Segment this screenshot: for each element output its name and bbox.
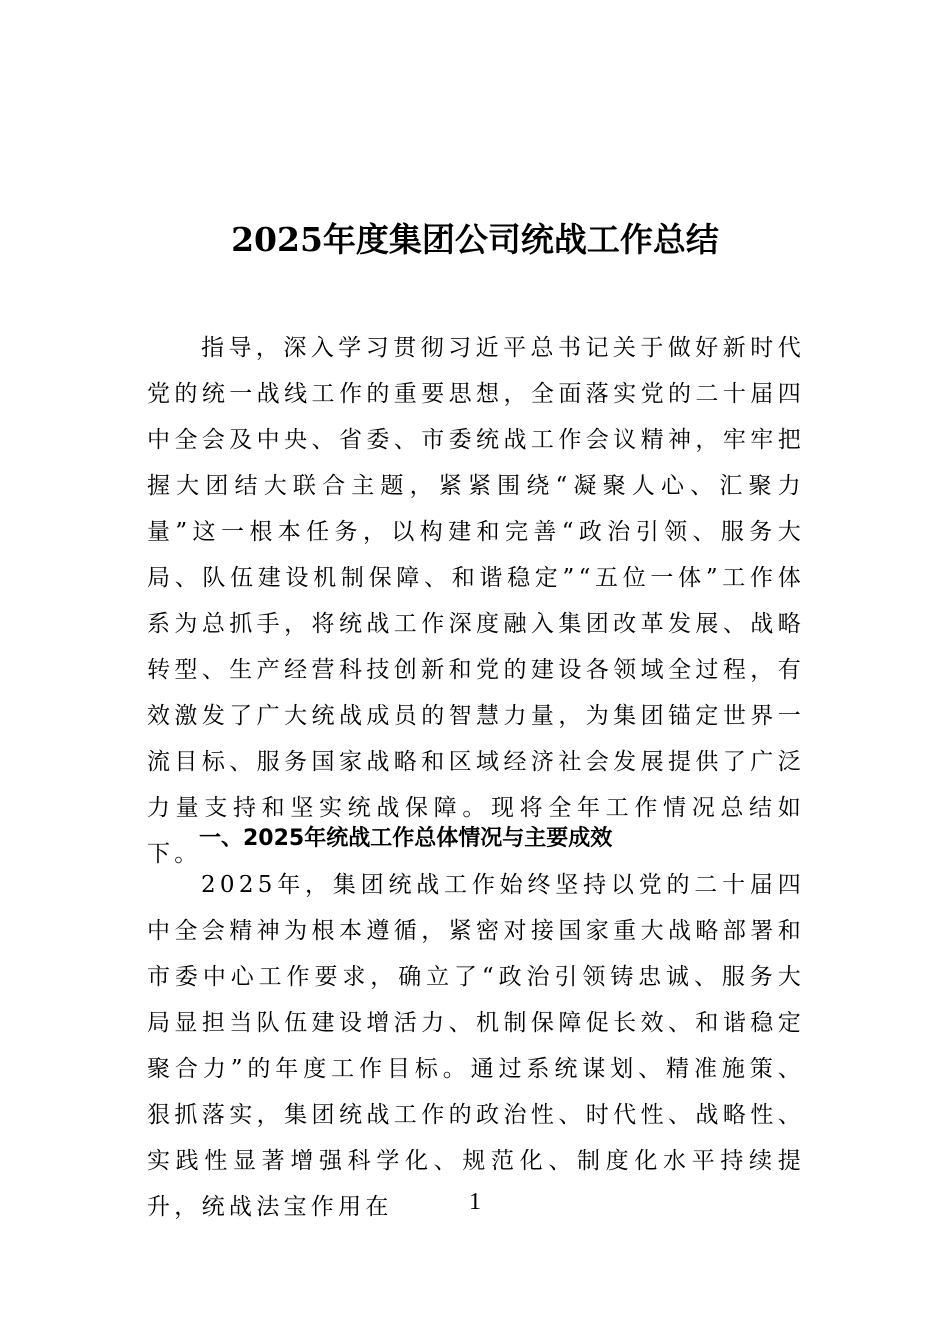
section-heading: 一、2025年统战工作总体情况与主要成效 [199, 826, 613, 851]
intro-paragraph: 指导，深入学习贯彻习近平总书记关于做好新时代党的统一战线工作的重要思想，全面落实党的二十届四中全会及中央、省委、市委统战工作会议精神，牢牢把握大团结大联合主题，紧紧围绕“凝聚人心、汇聚力量”这一根本任务，以构建和完善“政治引领、服务大局、队伍建设机制保障、和谐稳定”“五位一体”工作体系为总抓手，将统战工作深度融入集团改革发展、战略转型、生产经营科技创新和党的建设各领域全过程，有效激发了广大统战成员的智慧力量，为集团锚定世界一流目标、服务国家战略和区域经济社会发展提供了广泛力量支持和坚实统战保障。现将全年工作情况总结如下。 [147, 335, 805, 867]
section-paragraph: 2025年，集团统战工作始终坚持以党的二十届四中全会精神为根本遵循，紧密对接国家重大战略部署和市委中心工作要求，确立了“政治引领铸忠诚、服务大局显担当队伍建设增活力、机制保障促长效、和谐稳定聚合力”的年度工作目标。通过系统谋划、精准施策、狠抓落实，集团统战工作的政治性、时代性、战略性、实践性显著增强科学化、规范化、制度化水平持续提升，统战法宝作用在 [147, 872, 805, 1220]
page-number: 1 [469, 1189, 481, 1215]
document-title: 2025年度集团公司统战工作总结 [231, 220, 719, 260]
